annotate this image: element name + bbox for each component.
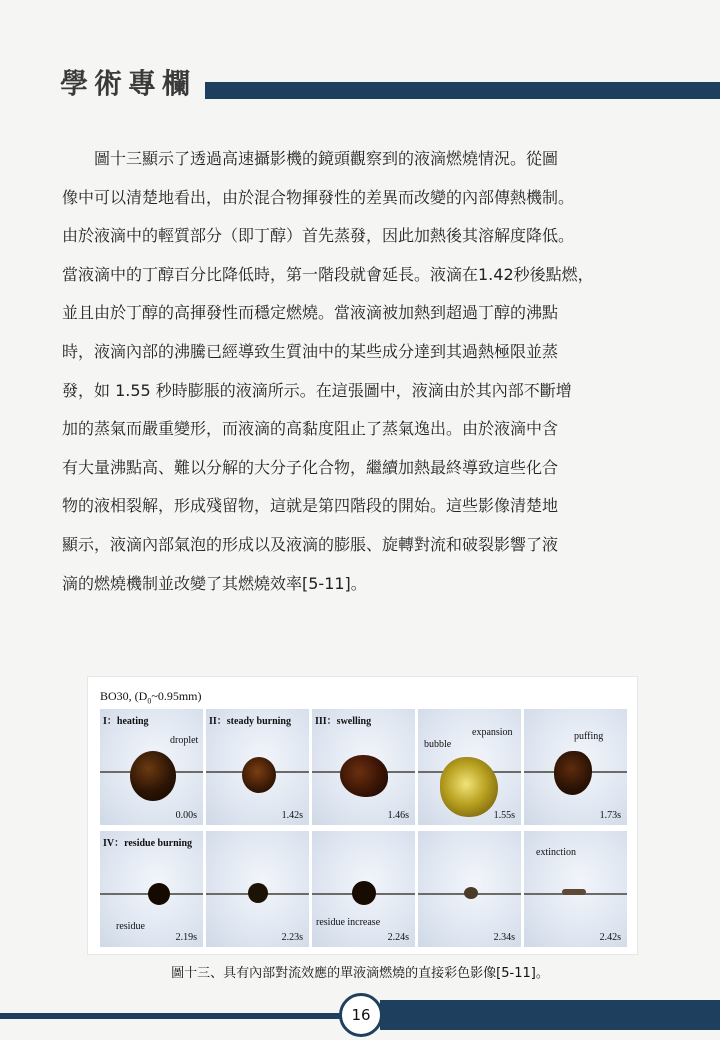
- figure-caption: 圖十三、具有內部對流效應的單液滴燃燒的直接彩色影像[5-11]。: [171, 966, 549, 981]
- residue-fragment: [562, 889, 586, 895]
- annotation-expansion: expansion: [472, 727, 513, 738]
- droplet: [352, 881, 376, 905]
- page-number: 16: [339, 993, 383, 1037]
- panel-extinction: [524, 831, 627, 947]
- panel-label: I：heating: [103, 716, 149, 727]
- residue-fragment: [464, 887, 478, 899]
- droplet: [242, 757, 276, 793]
- annotation-puffing: puffing: [574, 731, 604, 742]
- panel-swelling: [312, 709, 415, 825]
- droplet: [130, 751, 176, 801]
- panel-puffing: [524, 709, 627, 825]
- footer-line: [0, 1013, 345, 1019]
- panel-time: 1.46s: [387, 810, 409, 821]
- panel-residue-4: [418, 831, 521, 947]
- footer-bar: [380, 1000, 720, 1030]
- annotation-residue-increase: residue increase: [316, 917, 381, 928]
- panel-time: 0.00s: [175, 810, 197, 821]
- droplet: [148, 883, 170, 905]
- droplet: [340, 755, 388, 797]
- figure-title: BO30, $(D_0\sim 0.95mm)$: [100, 689, 202, 706]
- panel-time: 2.23s: [281, 932, 303, 943]
- panel-label: II：steady burning: [209, 716, 291, 727]
- panel-time: 2.24s: [387, 932, 409, 943]
- annotation-droplet: droplet: [170, 735, 199, 746]
- droplet: [248, 883, 268, 903]
- panel-expansion: [418, 709, 521, 825]
- annotation-residue: residue: [116, 921, 145, 932]
- panel-time: 2.34s: [493, 932, 515, 943]
- panel-time: 1.42s: [281, 810, 303, 821]
- panel-time: 2.19s: [175, 932, 197, 943]
- section-title: 學術專欄: [60, 67, 197, 100]
- panel-residue-2: [206, 831, 309, 947]
- droplet: [554, 751, 592, 795]
- panel-label: III：swelling: [315, 716, 372, 727]
- annotation-extinction: extinction: [536, 847, 576, 858]
- panel-residue-increase: [312, 831, 415, 947]
- droplet: [440, 757, 498, 817]
- header-bar: [205, 82, 720, 99]
- panel-time: 2.42s: [599, 932, 621, 943]
- annotation-bubble: bubble: [424, 739, 452, 750]
- panel-residue-burning: [100, 831, 203, 947]
- figure-13: [87, 676, 638, 955]
- panel-time: 1.73s: [599, 810, 621, 821]
- panel-label: IV：residue burning: [103, 838, 193, 849]
- panel-steady-burning: [206, 709, 309, 825]
- page-header: [0, 58, 720, 108]
- article-paragraph: 圖十三顯示了透過高速攝影機的鏡頭觀察到的液滴燃燒情況。從圖 像中可以清楚地看出，由於混合物揮發性的差異而改變的內部傳熱機制。 由於液滴中的輕質部分（即丁醇）首先蒸發，因此加熱後其溶解度降低。 當液滴中的丁醇百分比降低時，第一階段就會延長。液滴在1.42秒後點燃， 並且由於丁醇的高揮發性而穩定燃燒。當液滴被加熱到超過丁醇的沸點 時，液滴內部的沸騰已經導致生質油中的某些成分達到其過熱極限並蒸 發，如 1.55 秒時膨脹的液滴所示。在這張圖中，液滴由於其內部不斷增 加的蒸氣而嚴重變形，而液滴的高黏度阻止了蒸氣逸出。由於液滴中含 有大量沸點高、難以分解的大分子化合物，繼續加熱最終導致這些化合 物的液相裂解，形成殘留物，這就是第四階段的開始。這些影像清楚地 顯示，液滴內部氣泡的形成以及液滴的膨脹、旋轉對流和破裂影響了液 滴的燃燒機制並改變了其燃燒效率[5-11]。: [62, 149, 594, 593]
- panel-time: 1.55s: [493, 810, 515, 821]
- panel-heating: [100, 709, 203, 825]
